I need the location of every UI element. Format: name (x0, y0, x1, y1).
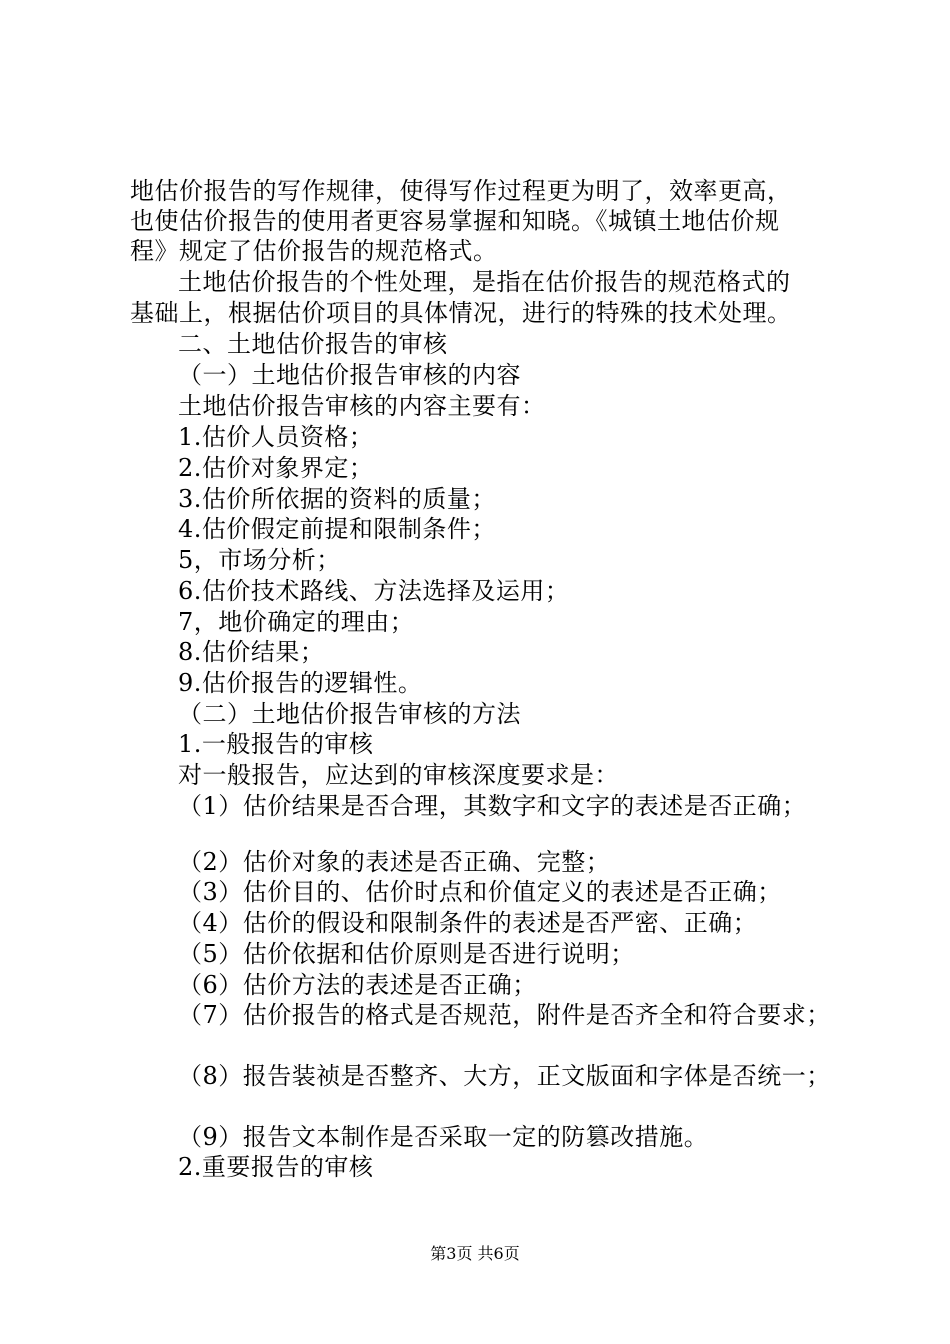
list-item: （8）报告装祯是否整齐、大方，正文版面和字体是否统一； (178, 1062, 831, 1090)
list-item: （4）估价的假设和限制条件的表述是否严密、正确； (178, 909, 758, 937)
list-item: （5）估价依据和估价原则是否进行说明； (178, 940, 635, 968)
list-item: 9.估价报告的逻辑性。 (178, 669, 423, 697)
list-item: （7）估价报告的格式是否规范，附件是否齐全和符合要求； (178, 1001, 831, 1029)
list-item: 8.估价结果； (178, 638, 325, 666)
paragraph-line: 土地估价报告审核的内容主要有： (178, 392, 546, 420)
list-item: （3）估价目的、估价时点和价值定义的表述是否正确； (178, 878, 782, 906)
list-item: （6）估价方法的表述是否正确； (178, 971, 537, 999)
paragraph-line: 2.重要报告的审核 (178, 1153, 374, 1181)
list-item: 6.估价技术路线、方法选择及运用； (178, 577, 570, 605)
list-item: 2.估价对象界定； (178, 454, 374, 482)
list-item: 4.估价假定前提和限制条件； (178, 515, 496, 543)
paragraph-line: 基础上，根据估价项目的具体情况，进行的特殊的技术处理。 (130, 299, 792, 327)
subsection-heading: （一）土地估价报告审核的内容 (178, 361, 521, 389)
list-item: 1.估价人员资格； (178, 423, 374, 451)
list-item: 3.估价所依据的资料的质量； (178, 485, 496, 513)
list-item: （1）估价结果是否合理，其数字和文字的表述是否正确； (178, 792, 807, 820)
page-number-footer: 第3页 共6页 (430, 1244, 520, 1263)
list-item: （2）估价对象的表述是否正确、完整； (178, 848, 611, 876)
paragraph-line: 程》规定了估价报告的规范格式。 (130, 237, 498, 265)
list-item: 5，市场分析； (178, 546, 341, 574)
paragraph-line: 对一般报告，应达到的审核深度要求是： (178, 761, 619, 789)
list-item: （9）报告文本制作是否采取一定的防篡改措施。 (178, 1123, 709, 1151)
paragraph-line: 地估价报告的写作规律，使得写作过程更为明了，效率更高， (130, 177, 792, 205)
paragraph-line: 1.一般报告的审核 (178, 730, 374, 758)
list-item: 7，地价确定的理由； (178, 608, 415, 636)
paragraph-line: 也使估价报告的使用者更容易掌握和知晓。《城镇土地估价规 (130, 207, 780, 235)
subsection-heading: （二）土地估价报告审核的方法 (178, 700, 521, 728)
section-heading: 二、土地估价报告的审核 (178, 330, 448, 358)
paragraph-line: 土地估价报告的个性处理，是指在估价报告的规范格式的 (178, 268, 791, 296)
